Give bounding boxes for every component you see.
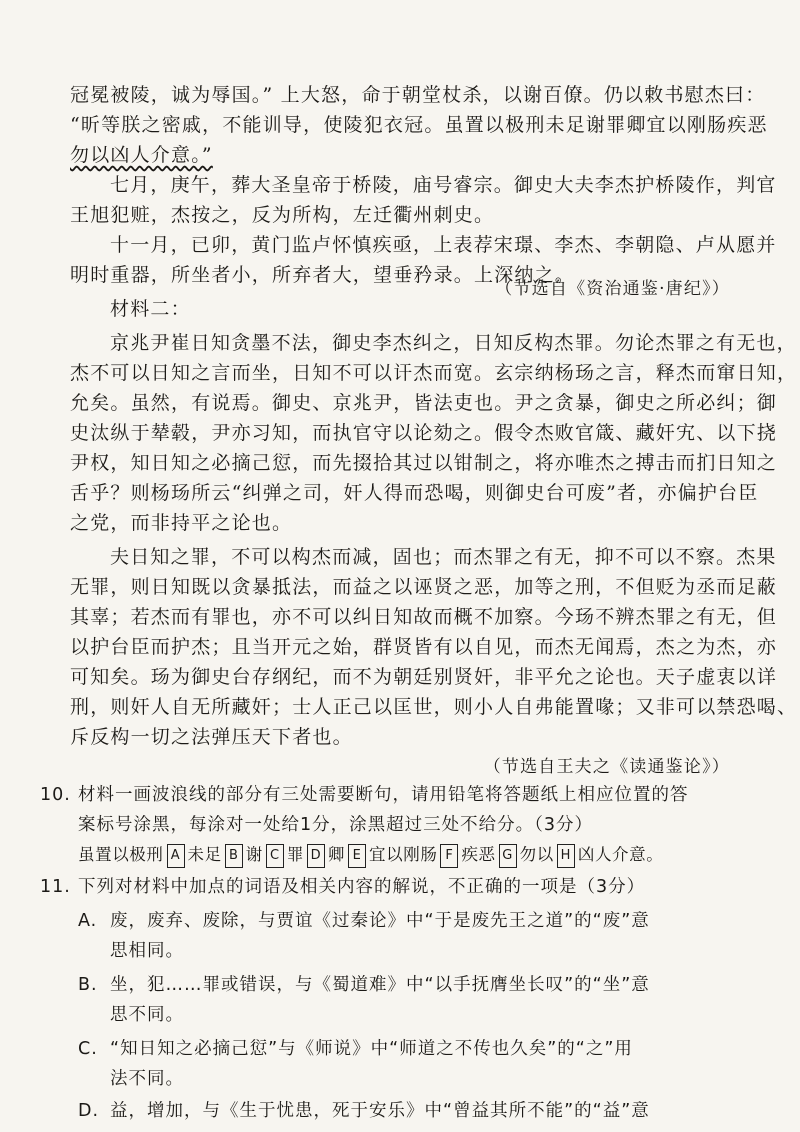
source-citation-2: （节选自王夫之《读通鉴论》） [483,757,730,777]
material2-line: 无罪，则日知既以贪暴抵法，而益之以诬贤之恶，加等之刑，不但贬为丞而足蔽 [70,576,778,598]
option-a-text: 废，废弃、废除，与贾谊《过秦论》中“于是废先王之道”的“废”意 [110,911,650,931]
answer-box[interactable]: C [266,844,284,868]
option-c-label[interactable]: C. [78,1039,98,1059]
material2-line: 以护台臣而护杰；且当开元之始，群贤皆有以自见，而杰无闻焉，杰之为杰，亦 [70,636,778,658]
punctuation-answer-row [78,840,738,870]
question-11-number: 11. [40,877,71,897]
material2-line: 京兆尹崔日知贪墨不法，御史李杰纠之，日知反构杰罪。勿论杰罪之有无也， [110,332,797,354]
option-b-text: 坐，犯……罪或错误，与《蜀道难》中“以手抚膺坐长叹”的“坐”意 [110,975,650,995]
segment: 未足 [187,845,222,864]
material1-line-text: “昕等朕之密戚，不能训导，使陵犯衣冠。虽置以极刑未足谢罪卿宜以刚肠疾恶 [70,114,768,136]
material2-line: 刑，则奸人自无所藏奸；士人正己以匡世，则小人自弗能置喙；又非可以禁恐喝、 [70,696,798,718]
material1-line: 王旭犯赃，杰按之，反为所构，左迁衢州刺史。 [70,204,495,226]
question-10-number: 10. [40,785,71,805]
material2-line: 其辜；若杰而有罪也，亦不可以纠日知故而概不加察。今玚不辨杰罪之有无，但 [70,606,778,628]
material1-line: 冠冕被陵，诚为辱国。” 上大怒，命于朝堂杖杀，以谢百僚。仍以敕书慰杰曰： [70,84,766,106]
material2-line: 允矣。虽然，有说焉。御史、京兆尹，皆法吏也。尹之贪暴，御史之所必纠；御 [70,392,778,414]
option-c-text: “知日知之必摘己愆”与《师说》中“师道之不传也久矣”的“之”用 [110,1039,633,1059]
material1-line: 勿以凶人介意。” [70,144,213,166]
answer-box[interactable]: E [348,844,366,868]
option-b-label[interactable]: B. [78,975,98,995]
material1-line: 明时重器，所坐者小，所弃者大，望垂矜录。上深纳之。 [70,264,576,286]
answer-box[interactable]: H [557,844,575,868]
option-d-text: 益，增加，与《生于忧患，死于安乐》中“曾益其所不能”的“益”意 [110,1101,650,1121]
answer-box[interactable]: F [440,844,458,868]
material2-heading: 材料二： [110,298,191,320]
option-c-text: 法不同。 [110,1069,184,1089]
answer-box[interactable]: D [307,844,325,868]
segment: 谢 [245,845,263,864]
segment: 宜以刚肠 [369,845,438,864]
segment: 虽置以极刑 [78,845,164,864]
material2-line: 可知矣。玚为御史台存纲纪，而不为朝廷别贤奸，非平允之论也。天子虚衷以详 [70,666,778,688]
option-a-label[interactable]: A. [78,911,98,931]
source-citation-1: （节选自《资治通鉴·唐纪》） [495,279,730,299]
material1-line: 七月，庚午，葬大圣皇帝于桥陵，庙号睿宗。御史大夫李杰护桥陵作，判官 [110,174,777,196]
question-11-text: 下列对材料中加点的词语及相关内容的解说，不正确的一项是（3分） [78,877,646,897]
question-10-text: 案标号涂黑，每涂对一处给1分，涂黑超过三处不给分。（3分） [78,815,594,835]
material1-line-wavy [70,110,768,140]
option-d-label[interactable]: D. [78,1101,100,1121]
material2-line: 杰不可以日知之言而坐，日知不可以讦杰而宽。玄宗纳杨玚之言，释杰而窜日知， [70,362,798,384]
answer-box[interactable]: A [167,844,185,868]
option-a-text: 思相同。 [110,941,184,961]
segment: 罪 [286,845,304,864]
answer-box[interactable]: G [499,844,517,868]
segment: 卿 [327,845,346,864]
segment: 凶人介意。 [577,845,664,864]
material2-line: 史汰纵于辇毂，尹亦习知，而执官守以论劾之。假令杰败官箴、藏奸宄、以下挠 [70,422,778,444]
material1-line: 十一月，已卯，黄门监卢怀慎疾亟，上表荐宋璟、李杰、李朝隐、卢从愿并 [110,234,777,256]
segment: 疾恶 [461,845,496,864]
question-10-text: 材料一画波浪线的部分有三处需要断句，请用铅笔将答题纸上相应位置的答 [78,785,689,805]
option-b-text: 思不同。 [110,1005,184,1025]
material2-line: 夫日知之罪，不可以构杰而减，固也；而杰罪之有无，抑不可以不察。杰果 [110,546,777,568]
segment: 勿以 [519,845,554,864]
material2-line: 斥反构一切之法弹压天下者也。 [70,726,353,748]
answer-box[interactable]: B [225,844,243,868]
material2-line: 尹权，知日知之必摘己愆，而先掇拾其过以钳制之，将亦唯杰之搏击而扪日知之 [70,452,778,474]
material2-line: 之党，而非持平之论也。 [70,512,293,534]
material2-line: 舌乎？则杨玚所云“纠弹之司，奸人得而恐喝，则御史台可废”者，亦偏护台臣 [70,482,759,504]
